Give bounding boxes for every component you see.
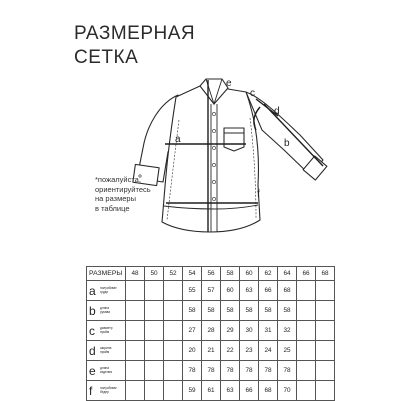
- table-cell: [164, 321, 183, 341]
- row-description-line: ширина: [100, 345, 112, 350]
- row-description: [99, 387, 117, 394]
- table-cell: 61: [202, 381, 221, 401]
- size-header-cell: 52: [164, 267, 183, 281]
- table-cell: 58: [240, 301, 259, 321]
- table-cell: 28: [202, 321, 221, 341]
- size-header-cell: 58: [221, 267, 240, 281]
- table-cell: 63: [240, 281, 259, 301]
- table-cell: [145, 301, 164, 321]
- table-cell: [297, 281, 316, 301]
- table-cell: 78: [183, 361, 202, 381]
- row-description-line: груди: [100, 289, 109, 294]
- table-cell: [164, 381, 183, 401]
- table-cell: 57: [202, 281, 221, 301]
- table-cell: 55: [183, 281, 202, 301]
- row-description: [99, 307, 110, 314]
- table-cell: 58: [259, 301, 278, 321]
- table-cell: 24: [259, 341, 278, 361]
- table-cell: 30: [240, 321, 259, 341]
- table-cell: [316, 281, 335, 301]
- table-cell: [126, 301, 145, 321]
- row-label-cell: [87, 361, 126, 381]
- placket-button: [212, 146, 215, 149]
- table-cell: [297, 301, 316, 321]
- size-table-body: [87, 281, 335, 401]
- row-description-line: бедер: [100, 389, 109, 394]
- row-description-line: пройм: [100, 349, 110, 354]
- table-cell: [164, 341, 183, 361]
- table-cell: 58: [183, 301, 202, 321]
- table-cell: [145, 341, 164, 361]
- table-cell: 58: [221, 301, 240, 321]
- placket-button: [212, 129, 215, 132]
- table-cell: [316, 321, 335, 341]
- row-description-line: полуобхват: [100, 285, 117, 290]
- placket-button: [212, 163, 215, 166]
- table-cell: 32: [278, 321, 297, 341]
- row-description: [99, 347, 111, 354]
- size-header-cell: 68: [316, 267, 335, 281]
- title-line-2: СЕТКА: [74, 47, 139, 68]
- row-description-line: полуобхват: [100, 385, 117, 390]
- measure-label-d: d: [274, 106, 280, 117]
- table-row: [87, 361, 335, 381]
- note-line: ориентируйтесь: [95, 184, 151, 194]
- table-cell: [126, 381, 145, 401]
- table-cell: [297, 321, 316, 341]
- row-description-line: пройм: [100, 329, 110, 334]
- measure-label-a: a: [175, 134, 181, 145]
- row-letter: c: [89, 323, 95, 338]
- table-cell: 25: [278, 341, 297, 361]
- table-cell: 78: [221, 361, 240, 381]
- row-description-line: рукава: [100, 309, 110, 314]
- table-cell: 27: [183, 321, 202, 341]
- measure-label-e: e: [226, 78, 232, 89]
- table-cell: [164, 361, 183, 381]
- table-cell: 78: [259, 361, 278, 381]
- row-description-line: длина: [100, 305, 110, 310]
- table-cell: [316, 301, 335, 321]
- table-row: [87, 321, 335, 341]
- table-cell: [145, 381, 164, 401]
- placket-button: [212, 180, 215, 183]
- table-cell: 31: [259, 321, 278, 341]
- table-cell: [297, 381, 316, 401]
- size-header-label: РАЗМЕРЫ: [87, 267, 126, 281]
- table-cell: [164, 281, 183, 301]
- table-cell: [316, 381, 335, 401]
- measure-label-b: b: [284, 138, 290, 149]
- table-cell: [297, 361, 316, 381]
- size-header-cell: 62: [259, 267, 278, 281]
- table-cell: 59: [183, 381, 202, 401]
- table-cell: 22: [221, 341, 240, 361]
- table-row: [87, 301, 335, 321]
- table-cell: 21: [202, 341, 221, 361]
- row-description: [99, 327, 113, 334]
- row-letter: f: [89, 383, 93, 398]
- note-line: на размеры: [95, 194, 136, 203]
- row-letter: b: [89, 303, 96, 318]
- table-cell: [126, 281, 145, 301]
- table-cell: 68: [278, 281, 297, 301]
- table-cell: [145, 281, 164, 301]
- row-description: [99, 287, 117, 294]
- table-cell: [297, 341, 316, 361]
- table-cell: 58: [278, 301, 297, 321]
- row-label-cell: [87, 321, 126, 341]
- size-header-cell: 48: [126, 267, 145, 281]
- table-cell: [126, 341, 145, 361]
- placket-button: [212, 197, 215, 200]
- table-row: [87, 381, 335, 401]
- table-cell: 78: [240, 361, 259, 381]
- table-cell: [145, 321, 164, 341]
- size-header-cell: 60: [240, 267, 259, 281]
- note-line: в таблице: [95, 203, 130, 213]
- table-cell: 60: [221, 281, 240, 301]
- table-row: [87, 281, 335, 301]
- size-note: [95, 175, 205, 213]
- size-header-cell: 54: [183, 267, 202, 281]
- size-header-cell: 66: [297, 267, 316, 281]
- table-cell: 66: [240, 381, 259, 401]
- table-cell: [164, 301, 183, 321]
- table-cell: 66: [259, 281, 278, 301]
- table-cell: 70: [278, 381, 297, 401]
- placket-button: [212, 112, 215, 115]
- row-label-cell: [87, 341, 126, 361]
- size-table: [86, 266, 335, 401]
- size-header-row: [87, 267, 335, 281]
- table-cell: 58: [202, 301, 221, 321]
- row-letter: e: [89, 363, 96, 378]
- table-cell: [316, 361, 335, 381]
- table-cell: [145, 361, 164, 381]
- table-cell: 78: [202, 361, 221, 381]
- table-cell: [126, 361, 145, 381]
- table-cell: 68: [259, 381, 278, 401]
- chest-pocket: [224, 128, 244, 151]
- size-header-cell: 56: [202, 267, 221, 281]
- row-label-cell: [87, 301, 126, 321]
- row-description: [99, 367, 112, 374]
- measure-label-f: f: [257, 189, 260, 200]
- table-cell: 63: [221, 381, 240, 401]
- row-label-cell: [87, 281, 126, 301]
- measure-label-c: c: [250, 88, 255, 99]
- row-description-line: диаметр: [100, 325, 113, 330]
- row-label-cell: [87, 381, 126, 401]
- table-cell: [126, 321, 145, 341]
- size-header-cell: 50: [145, 267, 164, 281]
- row-description-line: изделия: [100, 369, 113, 374]
- row-letter: a: [89, 283, 96, 298]
- title-line-1: РАЗМЕРНАЯ: [74, 23, 196, 44]
- table-cell: 23: [240, 341, 259, 361]
- table-cell: 29: [221, 321, 240, 341]
- note-line: *пожалуйста,: [95, 175, 141, 184]
- table-cell: 78: [278, 361, 297, 381]
- table-row: [87, 341, 335, 361]
- table-cell: [316, 341, 335, 361]
- size-header-cell: 64: [278, 267, 297, 281]
- table-cell: 20: [183, 341, 202, 361]
- row-description-line: длина: [100, 365, 110, 370]
- row-letter: d: [89, 343, 96, 358]
